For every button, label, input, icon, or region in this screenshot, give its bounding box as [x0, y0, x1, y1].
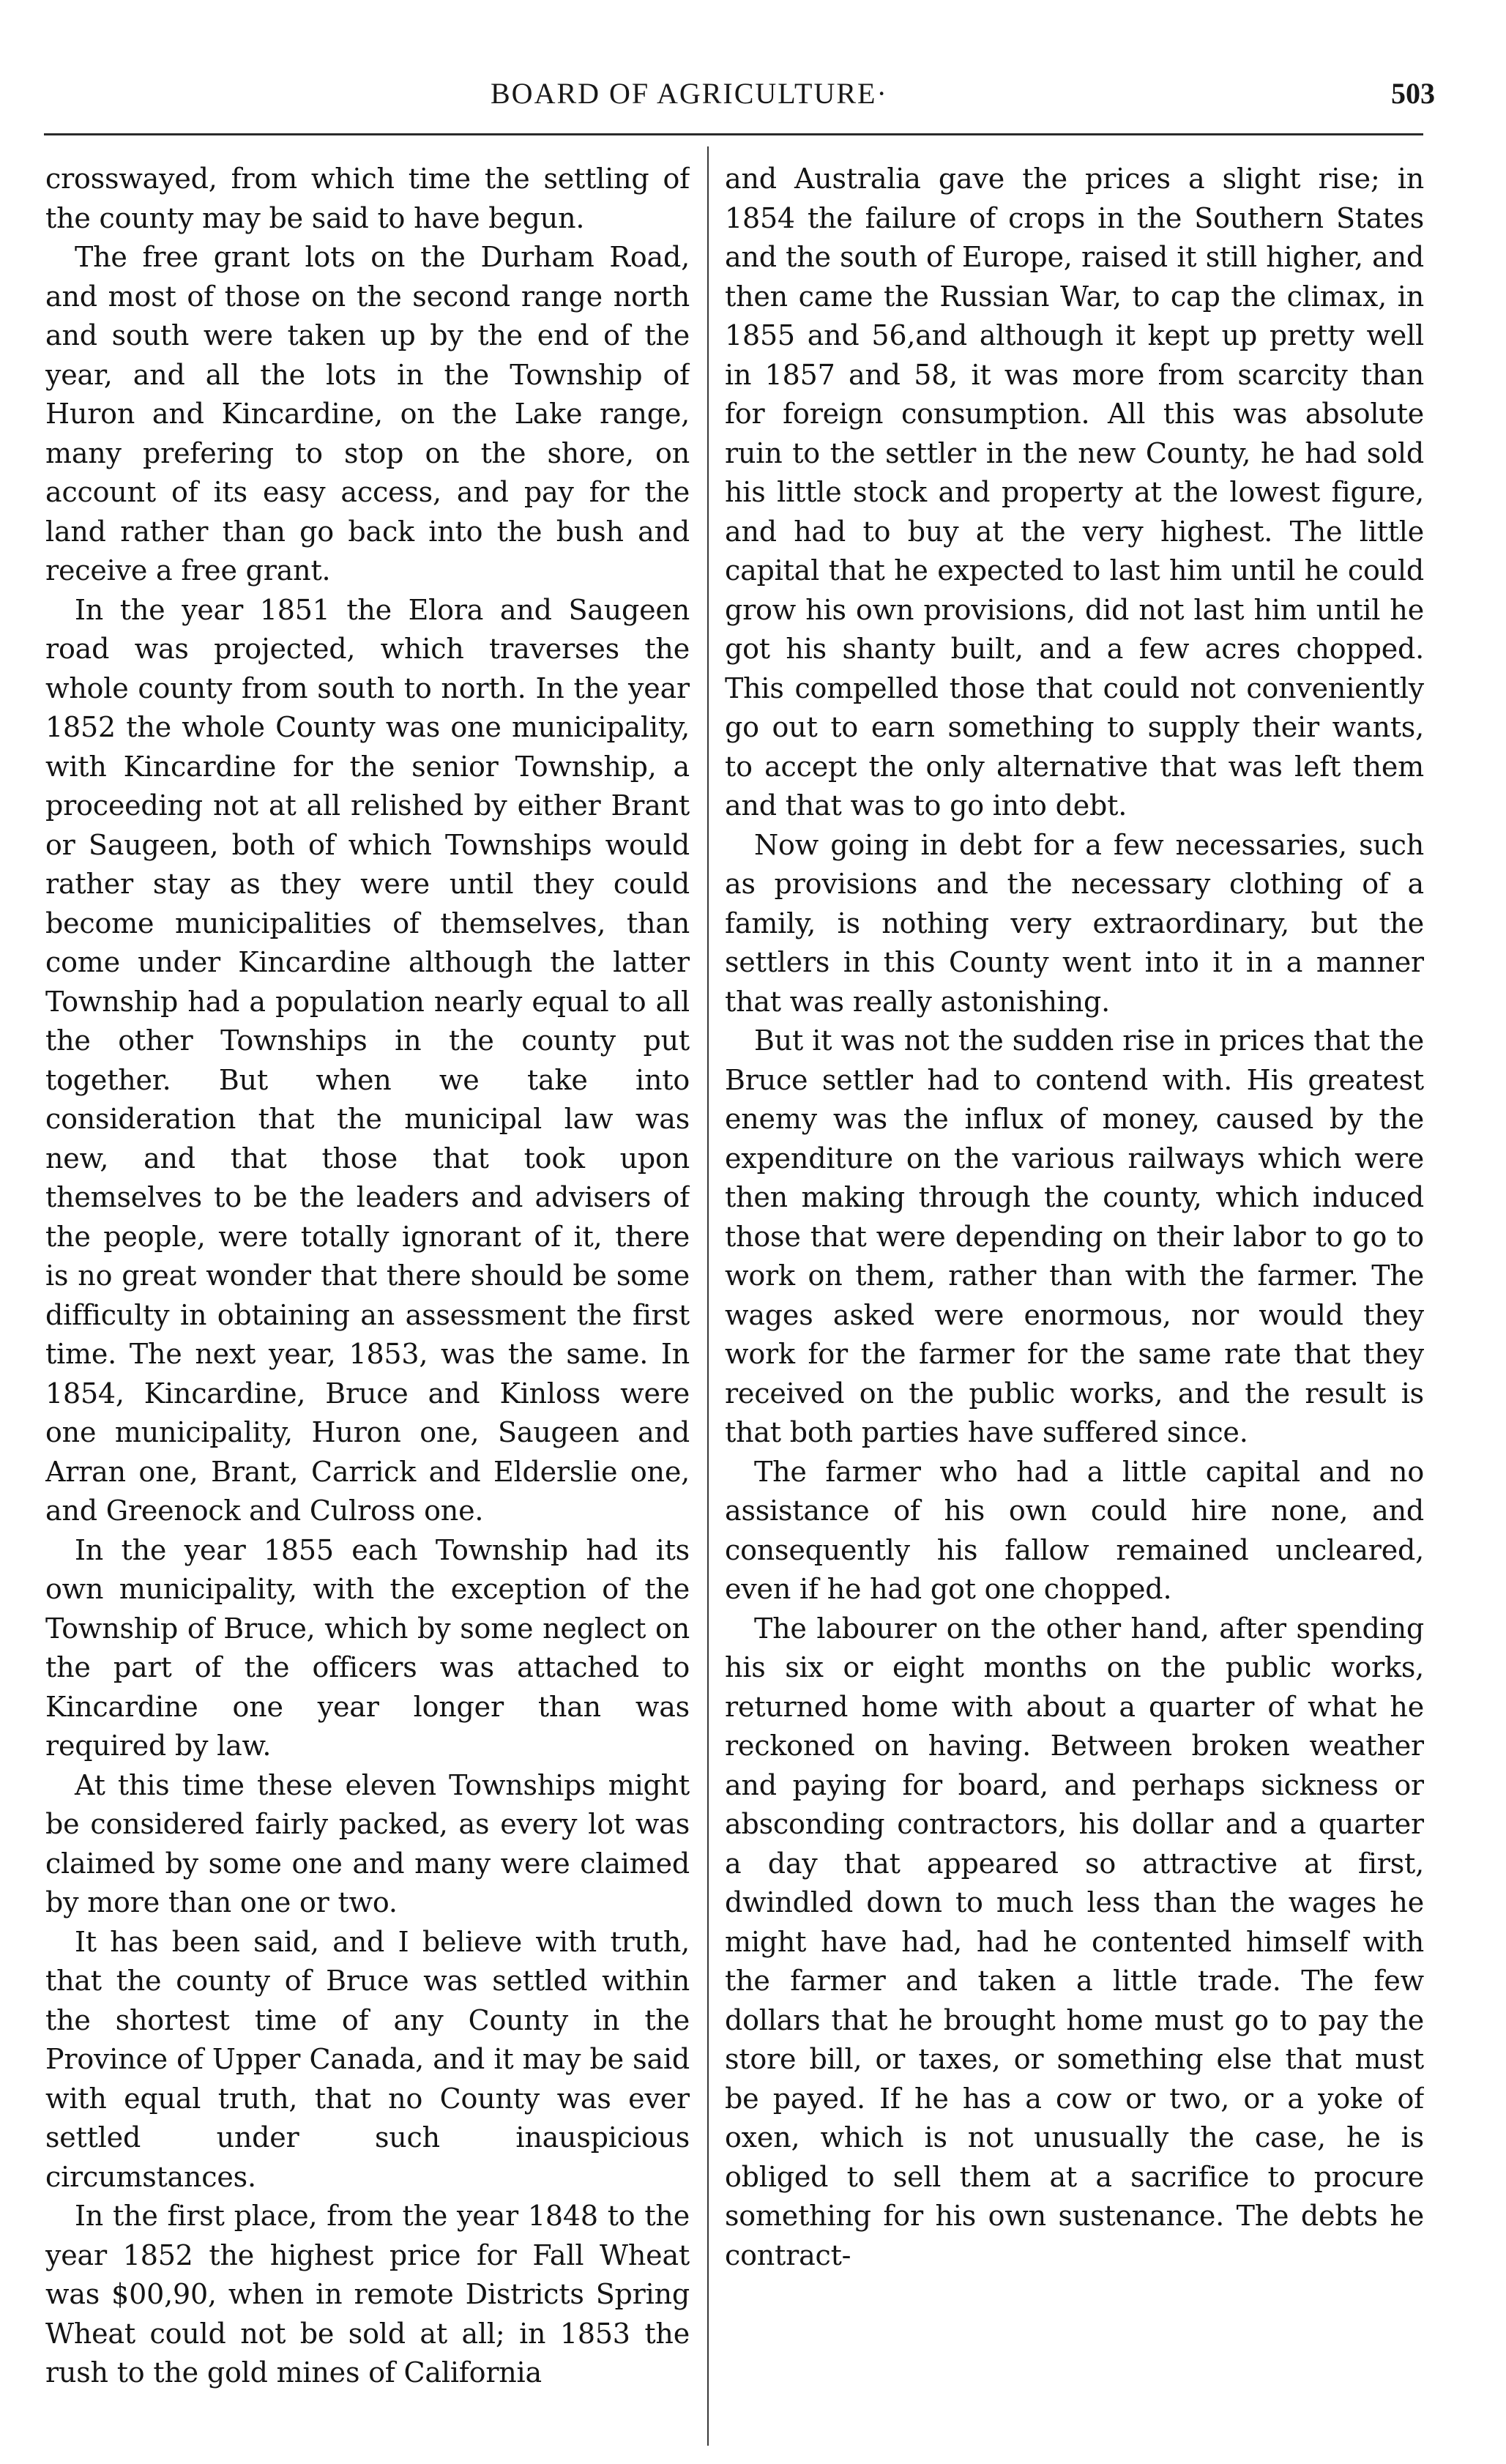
paragraph: The labourer on the other hand, after spending his six or eight months on the public works, returned home with about a quarter of what he reckoned on having. Between broken weather and paying for board, and perhaps sickness or absconding contractors, his dollar and a quarter a day that appeared so attractive at first, dwindled down to much less than the wages he might have had, had he contented himself with the farmer and taken a little trade. The few dollars that he brought home must go to pay the store bill, or taxes, or something else that must be payed. If he has a cow or two, or a yoke of oxen, which is not unusually the case, he is obliged to sell them at a sacrifice to procure something for his own sustenance. The debts he contract-: [725, 1612, 1424, 2271]
paragraph: Now going in debt for a few necessaries, such as provisions and the necessary clothing of a family, is nothing very extraordinary, but the settlers in this County went into it in a manner that was really astonishing.: [725, 828, 1424, 1018]
column-divider: [707, 146, 709, 2446]
paragraph: crosswayed, from which time the settling of the county may be said to have begun.: [45, 163, 690, 234]
right-column: [725, 160, 1424, 2437]
paragraph: The farmer who had a little capital and no assistance of his own could hire none, and consequently his fallow remained uncleared, even if he had got one chopped.: [725, 1455, 1424, 1605]
paragraph: The free grant lots on the Durham Road, and most of those on the second range north and south were taken up by the end of the year, and all the lots in the Township of Huron and Kincardine, on the Lake range, many prefering to stop on the shore, on account of its easy access, and pay for the land rather than go back into the bush and receive a free grant.: [45, 241, 690, 587]
page-header: [44, 76, 1435, 120]
paragraph: and Australia gave the prices a slight rise; in 1854 the failure of crops in the Southern States and the south of Europe, raised it still higher, and then came the Russian War, to cap the climax, in 1855 and 56,and although it kept up pretty well in 1857 and 58, it was more from scarcity than for foreign consumption. All this was absolute ruin to the settler in the new County, he had sold his little stock and property at the lowest figure, and had to buy at the very highest. The little capital that he expected to last him until he could grow his own provisions, did not last him until he got his shanty built, and a few acres chopped. This compelled those that could not conveniently go out to earn something to supply their wants, to accept the only alternative that was left them and that was to go into debt.: [725, 163, 1424, 822]
header-rule: [44, 133, 1423, 135]
paragraph: At this time these eleven Townships might be considered fairly packed, as every lot was claimed by some one and many were claimed by more than one or two.: [45, 1768, 690, 1918]
paragraph: It has been said, and I believe with truth, that the county of Bruce was settled within the shortest time of any County in the Province of Upper Canada, and it may be said with equal truth, that no County was ever settled under such inauspicious circumstances.: [45, 1925, 690, 2193]
paragraph: But it was not the sudden rise in prices that the Bruce settler had to contend with. His greatest enemy was the influx of money, caused by the expenditure on the various railways which were then making through the county, which induced those that were depending on their labor to go to work on them, rather than with the farmer. The wages asked were enormous, nor would they work for the farmer for the same rate that they received on the public works, and the result is that both parties have suffered since.: [725, 1024, 1424, 1448]
paragraph: In the year 1851 the Elora and Saugeen road was projected, which traverses the whole county from south to north. In the year 1852 the whole County was one municipality, with Kincardine for the senior Township, a proceeding not at all relished by either Brant or Saugeen, both of which Townships would rather stay as they were until they could become municipalities of themselves, than come under Kincardine although the latter Township had a population nearly equal to all the other Townships in the county put together. But when we take into consideration that the municipal law was new, and that those that took upon themselves to be the leaders and advisers of the people, were totally ignorant of it, there is no great wonder that there should be some difficulty in obtaining an assessment the first time. The next year, 1853, was the same. In 1854, Kincardine, Bruce and Kinloss were one municipality, Huron one, Saugeen and Arran one, Brant, Carrick and Elderslie one, and Greenock and Culross one.: [45, 593, 690, 1527]
running-title: BOARD OF AGRICULTURE·: [491, 77, 888, 110]
paragraph: In the first place, from the year 1848 to the year 1852 the highest price for Fall Wheat was $00,90, when in remote Districts Spring Wheat could not be sold at all; in 1853 the rush to the gold mines of California: [45, 2200, 690, 2389]
page-number: 503: [1391, 77, 1435, 110]
left-column: [45, 160, 690, 2437]
paragraph: In the year 1855 each Township had its own municipality, with the exception of the Township of Bruce, which by some neglect on the part of the officers was attached to Kincardine one year longer than was required by law.: [45, 1533, 690, 1762]
